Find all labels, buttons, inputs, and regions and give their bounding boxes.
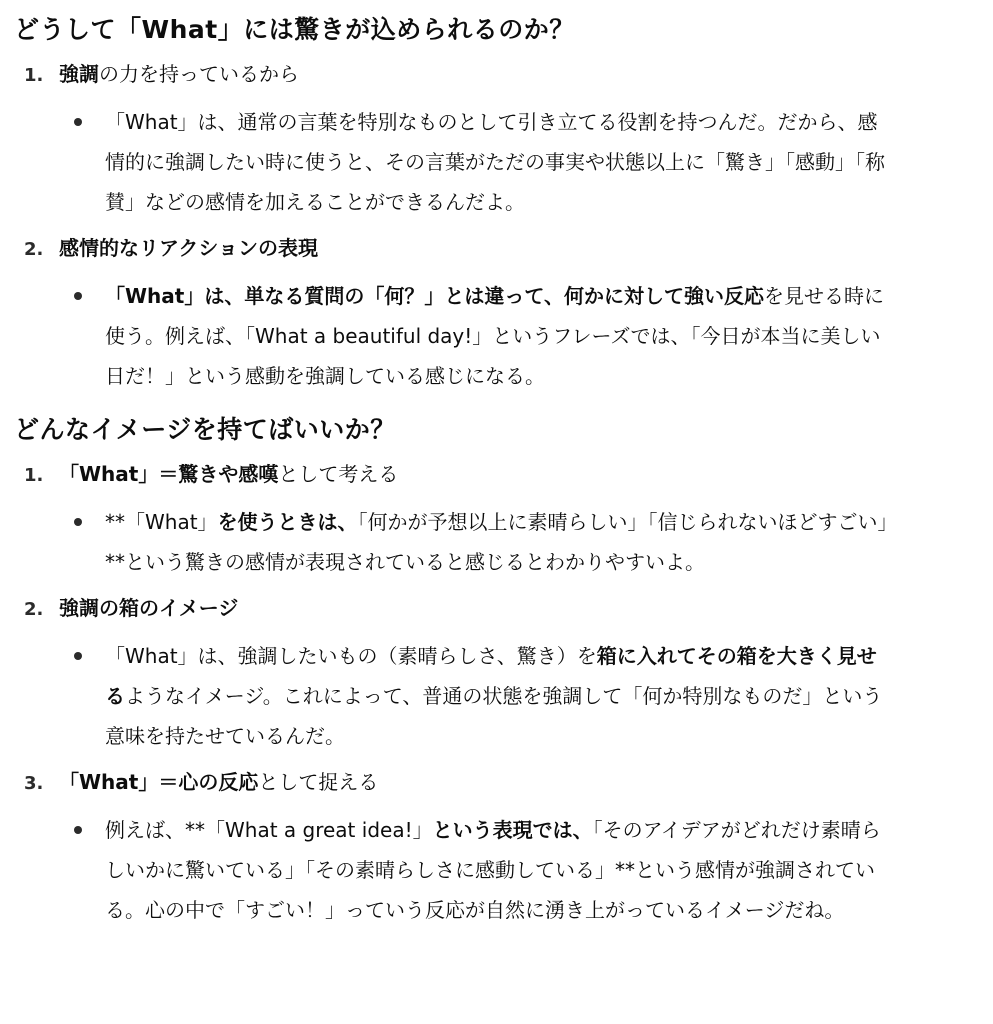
list-item-heading-text (59, 762, 378, 802)
bold-text: 強調の箱のイメージ (59, 596, 239, 620)
list-item-heading-text (59, 588, 238, 628)
plain-text: として捉える (258, 770, 379, 794)
list-number: 1. (24, 65, 44, 86)
plain-text: の力を持っているから (99, 62, 299, 86)
plain-text: 「そのアイデアがどれだけ素晴らしいかに驚いている」「その素晴らしさに感動している」**という感情が強調されている。心の中で「すごい！」っていう反応が自然に湧き上がっているイメージだね。 (105, 818, 881, 922)
bullet-item (14, 502, 979, 582)
plain-text: として考える (278, 462, 399, 486)
bullet-item (14, 102, 979, 222)
list-item-heading-text (59, 454, 398, 494)
plain-text: 「What」は、強調したいもの（素晴らしさ、驚き）を (105, 644, 597, 668)
bold-text: 感情的なリアクションの表現 (59, 236, 318, 260)
plain-text: 例えば、**「What a great idea!」 (105, 818, 433, 842)
list-number: 2. (24, 599, 44, 620)
list-item-heading-text (59, 54, 299, 94)
bold-text: 「What」＝驚きや感嘆 (59, 462, 279, 486)
list-item-heading-text (59, 228, 318, 268)
bold-text: という表現では、 (432, 818, 593, 842)
bold-text: 強調 (59, 62, 99, 86)
list-item-heading (14, 54, 979, 96)
numbered-list-image (14, 454, 979, 930)
bullet-item (14, 636, 979, 756)
section-title-why: どうして「What」には驚きが込められるのか？ (14, 15, 575, 44)
list-item-heading (14, 762, 979, 804)
list-number: 1. (24, 465, 44, 486)
list-item (14, 54, 979, 222)
section-title-image: どんなイメージを持てばいいか？ (14, 415, 396, 444)
bullet-item (14, 276, 979, 396)
bullet-list (14, 502, 979, 582)
bold-text: 箱に入れてその箱を大きく見せる (105, 644, 877, 708)
list-item-heading (14, 588, 979, 630)
list-item-heading (14, 454, 979, 496)
bullet-list (14, 810, 979, 930)
list-number: 2. (24, 239, 44, 260)
list-item (14, 454, 979, 582)
bullet-item (14, 810, 979, 930)
plain-text: **「What」 (105, 510, 218, 534)
numbered-list-why (14, 54, 979, 396)
bullet-list (14, 102, 979, 222)
plain-text: 「What」は、通常の言葉を特別なものとして引き立てる役割を持つんだ。だから、感情的に強調したい時に使うと、その言葉がただの事実や状態以上に「驚き」「感動」「称賛」などの感情を加えることができるんだよ。 (105, 110, 885, 214)
list-item (14, 762, 979, 930)
bold-text: 「What」＝心の反応 (59, 770, 259, 794)
plain-text: 「何かが予想以上に素晴らしい」「信じられないほどすごい」**という驚きの感情が表現されていると感じるとわかりやすいよ。 (105, 510, 888, 574)
list-item-heading (14, 228, 979, 270)
bullet-list (14, 636, 979, 756)
plain-text: ようなイメージ。これによって、普通の状態を強調して「何か特別なものだ」という意味を持たせているんだ。 (105, 684, 883, 748)
bold-text: 「What」は、単なる質問の「何？」とは違って、何かに対して強い反応 (105, 284, 764, 308)
bullet-list (14, 276, 979, 396)
list-item (14, 228, 979, 396)
plain-text: を見せる時に使う。例えば、「What a beautiful day!」というフレーズでは、「今日が本当に美しい日だ！」という感動を強調している感じになる。 (105, 284, 884, 388)
bold-text: を使うときは、 (217, 510, 358, 534)
list-number: 3. (24, 773, 44, 794)
list-item (14, 588, 979, 756)
